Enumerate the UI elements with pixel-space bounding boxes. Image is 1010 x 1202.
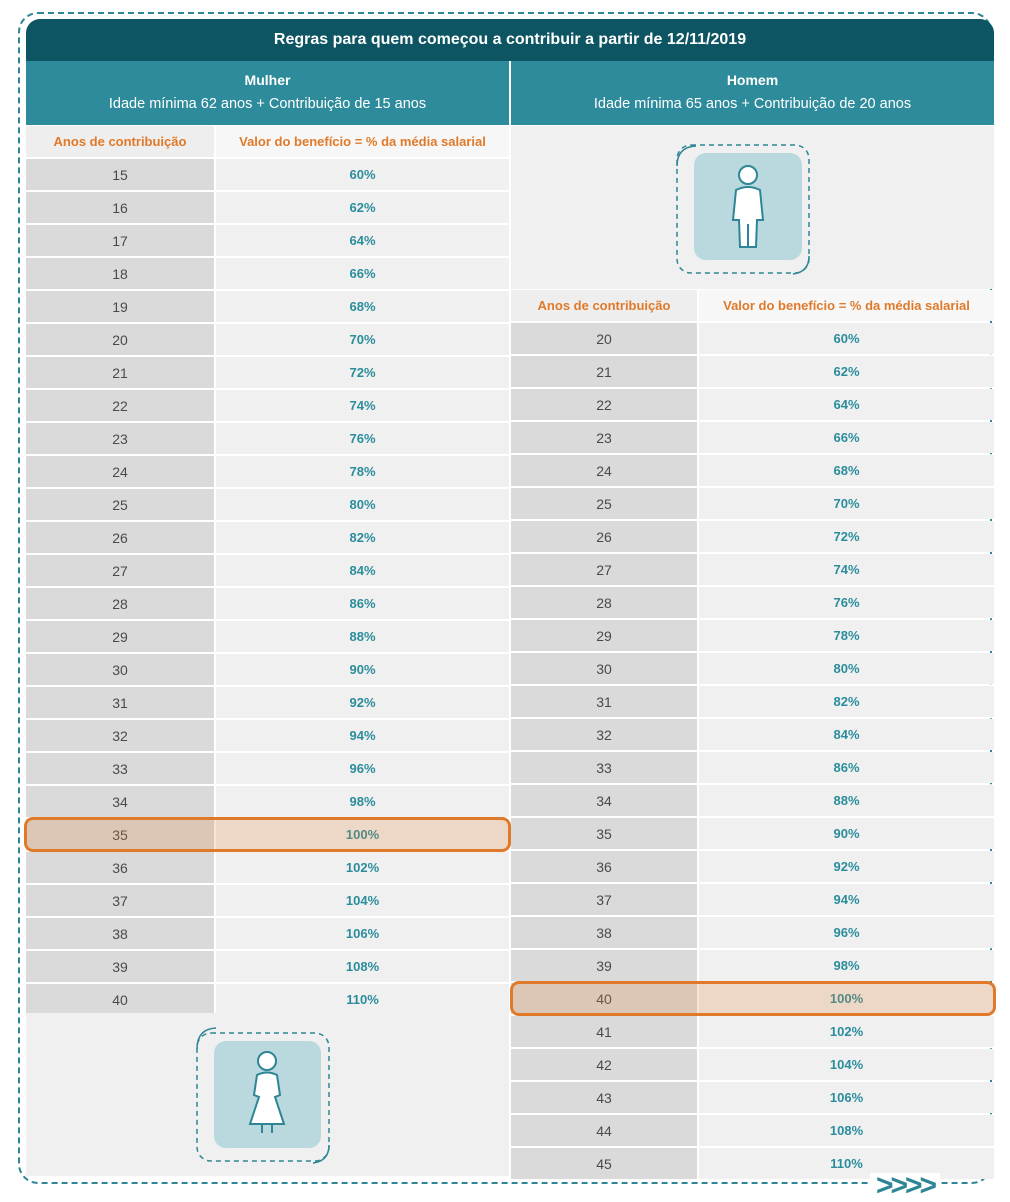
value-cell: 78% — [216, 456, 509, 487]
years-cell: 41 — [511, 1016, 697, 1047]
value-cell: 108% — [699, 1115, 994, 1146]
women-subheading: Idade mínima 62 anos + Contribuição de 15 anos — [108, 96, 427, 112]
years-cell: 30 — [26, 654, 214, 685]
women-highlight-row — [24, 817, 511, 852]
years-cell: 20 — [26, 324, 214, 355]
years-cell: 45 — [511, 1148, 697, 1179]
column-header-years: Anos de contribuição — [511, 290, 697, 321]
years-cell: 36 — [26, 852, 214, 883]
years-cell: 33 — [26, 753, 214, 784]
years-cell: 29 — [511, 620, 697, 651]
men-heading: Homem — [726, 72, 779, 88]
years-cell: 39 — [26, 951, 214, 982]
value-cell: 96% — [216, 753, 509, 784]
years-cell: 23 — [511, 422, 697, 453]
years-cell: 37 — [511, 884, 697, 915]
men-highlight-row — [510, 981, 996, 1016]
women-heading: Mulher — [244, 72, 291, 88]
years-cell: 22 — [511, 389, 697, 420]
value-cell: 100% — [699, 983, 994, 1014]
years-cell: 22 — [26, 390, 214, 421]
continue-arrows-icon: >>>> — [870, 1173, 940, 1199]
value-cell: 94% — [216, 720, 509, 751]
women-group-header — [26, 61, 509, 125]
value-cell: 86% — [216, 588, 509, 619]
years-cell: 20 — [511, 323, 697, 354]
years-cell: 16 — [26, 192, 214, 223]
years-cell: 39 — [511, 950, 697, 981]
value-cell: 90% — [216, 654, 509, 685]
value-cell: 106% — [699, 1082, 994, 1113]
women-table — [26, 126, 509, 1017]
years-cell: 19 — [26, 291, 214, 322]
page-title: Regras para quem começou a contribuir a partir de 12/11/2019 — [26, 19, 994, 61]
men-icon-panel — [511, 126, 994, 289]
value-cell: 82% — [216, 522, 509, 553]
men-group-header — [511, 61, 994, 125]
value-cell: 100% — [216, 819, 509, 850]
value-cell: 66% — [699, 422, 994, 453]
years-cell: 29 — [26, 621, 214, 652]
value-cell: 84% — [699, 719, 994, 750]
value-cell: 80% — [699, 653, 994, 684]
value-cell: 62% — [216, 192, 509, 223]
years-cell: 23 — [26, 423, 214, 454]
men-table — [511, 290, 994, 1181]
value-cell: 72% — [699, 521, 994, 552]
value-cell: 74% — [699, 554, 994, 585]
years-cell: 26 — [511, 521, 697, 552]
years-cell: 43 — [511, 1082, 697, 1113]
years-cell: 31 — [26, 687, 214, 718]
years-cell: 32 — [26, 720, 214, 751]
years-cell: 42 — [511, 1049, 697, 1080]
value-cell: 64% — [216, 225, 509, 256]
years-cell: 25 — [511, 488, 697, 519]
woman-icon — [26, 1013, 509, 1176]
column-header-value: Valor do benefício = % da média salarial — [216, 126, 509, 157]
value-cell: 86% — [699, 752, 994, 783]
years-cell: 30 — [511, 653, 697, 684]
column-header-years: Anos de contribuição — [26, 126, 214, 157]
value-cell: 78% — [699, 620, 994, 651]
value-cell: 76% — [216, 423, 509, 454]
value-cell: 74% — [216, 390, 509, 421]
value-cell: 108% — [216, 951, 509, 982]
women-icon-panel — [26, 1013, 509, 1176]
years-cell: 34 — [511, 785, 697, 816]
value-cell: 70% — [216, 324, 509, 355]
years-cell: 27 — [26, 555, 214, 586]
value-cell: 104% — [699, 1049, 994, 1080]
years-cell: 17 — [26, 225, 214, 256]
value-cell: 60% — [216, 159, 509, 190]
value-cell: 84% — [216, 555, 509, 586]
value-cell: 64% — [699, 389, 994, 420]
years-cell: 40 — [26, 984, 214, 1015]
years-cell: 31 — [511, 686, 697, 717]
years-cell: 15 — [26, 159, 214, 190]
value-cell: 88% — [699, 785, 994, 816]
value-cell: 68% — [699, 455, 994, 486]
value-cell: 72% — [216, 357, 509, 388]
years-cell: 35 — [511, 818, 697, 849]
men-subheading: Idade mínima 65 anos + Contribuição de 20 anos — [593, 96, 912, 112]
value-cell: 80% — [216, 489, 509, 520]
years-cell: 40 — [511, 983, 697, 1014]
years-cell: 28 — [26, 588, 214, 619]
years-cell: 21 — [511, 356, 697, 387]
value-cell: 68% — [216, 291, 509, 322]
value-cell: 96% — [699, 917, 994, 948]
value-cell: 106% — [216, 918, 509, 949]
value-cell: 70% — [699, 488, 994, 519]
years-cell: 18 — [26, 258, 214, 289]
years-cell: 38 — [511, 917, 697, 948]
value-cell: 102% — [216, 852, 509, 883]
value-cell: 92% — [216, 687, 509, 718]
value-cell: 98% — [699, 950, 994, 981]
value-cell: 66% — [216, 258, 509, 289]
value-cell: 94% — [699, 884, 994, 915]
years-cell: 33 — [511, 752, 697, 783]
value-cell: 82% — [699, 686, 994, 717]
years-cell: 24 — [26, 456, 214, 487]
column-header-value: Valor do benefício = % da média salarial — [699, 290, 994, 321]
years-cell: 26 — [26, 522, 214, 553]
years-cell: 37 — [26, 885, 214, 916]
value-cell: 102% — [699, 1016, 994, 1047]
value-cell: 62% — [699, 356, 994, 387]
value-cell: 110% — [216, 984, 509, 1015]
value-cell: 76% — [699, 587, 994, 618]
years-cell: 44 — [511, 1115, 697, 1146]
value-cell: 88% — [216, 621, 509, 652]
years-cell: 28 — [511, 587, 697, 618]
years-cell: 34 — [26, 786, 214, 817]
value-cell: 92% — [699, 851, 994, 882]
years-cell: 24 — [511, 455, 697, 486]
value-cell: 98% — [216, 786, 509, 817]
years-cell: 35 — [26, 819, 214, 850]
value-cell: 110% — [699, 1148, 994, 1179]
years-cell: 27 — [511, 554, 697, 585]
years-cell: 32 — [511, 719, 697, 750]
value-cell: 104% — [216, 885, 509, 916]
value-cell: 60% — [699, 323, 994, 354]
value-cell: 90% — [699, 818, 994, 849]
years-cell: 21 — [26, 357, 214, 388]
years-cell: 25 — [26, 489, 214, 520]
years-cell: 38 — [26, 918, 214, 949]
man-icon — [511, 126, 994, 289]
years-cell: 36 — [511, 851, 697, 882]
